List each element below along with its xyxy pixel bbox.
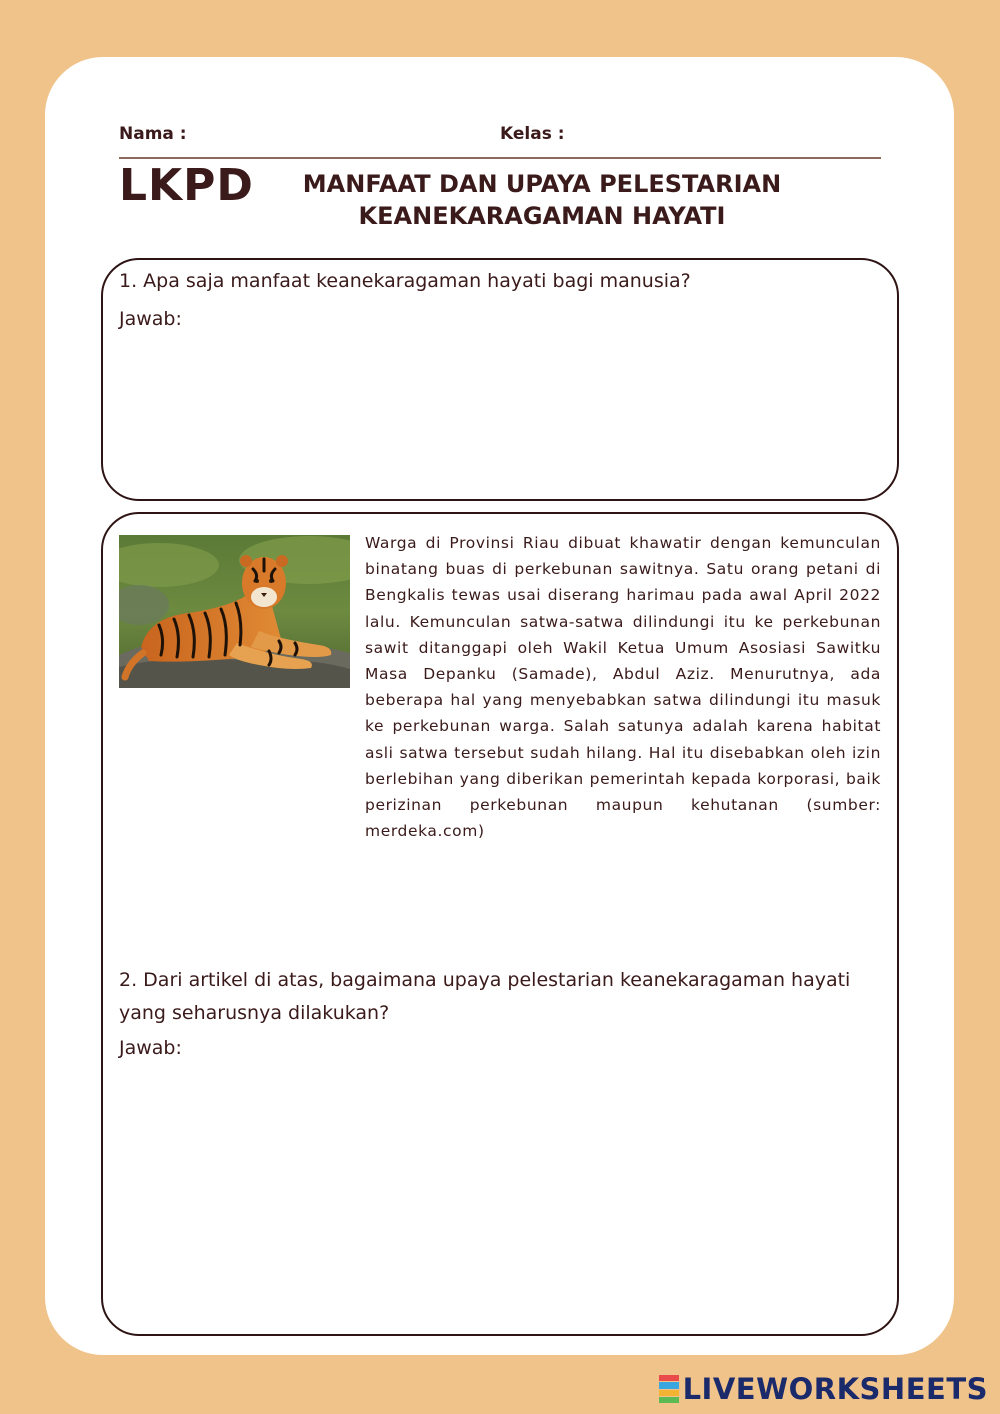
article-text: Warga di Provinsi Riau dibuat khawatir dengan kemunculan binatang buas di perkebunan sawitnya. Satu orang petani di Bengkalis tewas usai diserang harimau pada awal April 2022 lalu. Kemunculan satwa-satwa dilindungi itu ke perkebunan sawit ditanggapi oleh Wakil Ketua Umum Asosiasi Sawitku Masa Depanku (Samade), Abdul Aziz. Menurutnya, ada beberapa hal yang menyebabkan satwa dilindungi itu masuk ke perkebunan warga. Salah satunya adalah karena habitat asli satwa tersebut sudah hilang. Hal itu disebabkan oleh izin berlebihan yang diberikan pemerintah kepada korporasi, baik perizinan perkebunan maupun kehutanan (sumber: merdeka.com): [365, 534, 881, 841]
page-title: [262, 168, 822, 232]
brand-text: LIVEWORKSHEETS: [682, 1372, 988, 1406]
tiger-photo: [119, 535, 350, 688]
page-title-line1: MANFAAT DAN UPAYA PELESTARIAN: [302, 170, 782, 198]
question1-answer-input[interactable]: [119, 340, 883, 489]
question1-answer-label: Jawab:: [119, 308, 182, 330]
question2-answer-label: Jawab:: [119, 1037, 182, 1059]
header-divider: [119, 157, 881, 159]
question2-text: 2. Dari artikel di atas, bagaimana upaya pelestarian keanekaragaman hayati yang seharusnya dilakukan?: [119, 969, 851, 1024]
lkpd-title: LKPD: [119, 160, 254, 211]
kelas-label: Kelas :: [500, 124, 565, 144]
question2-answer-input[interactable]: [119, 1070, 883, 1319]
question1-text: 1. Apa saja manfaat keanekaragaman hayati bagi manusia?: [119, 270, 691, 292]
liveworksheets-logo-icon: [659, 1375, 679, 1403]
tiger-illustration: [119, 535, 350, 688]
nama-label: Nama :: [119, 124, 187, 144]
page-title-line2: KEANEKARAGAMAN HAYATI: [358, 202, 726, 230]
liveworksheets-brand[interactable]: [659, 1372, 988, 1406]
